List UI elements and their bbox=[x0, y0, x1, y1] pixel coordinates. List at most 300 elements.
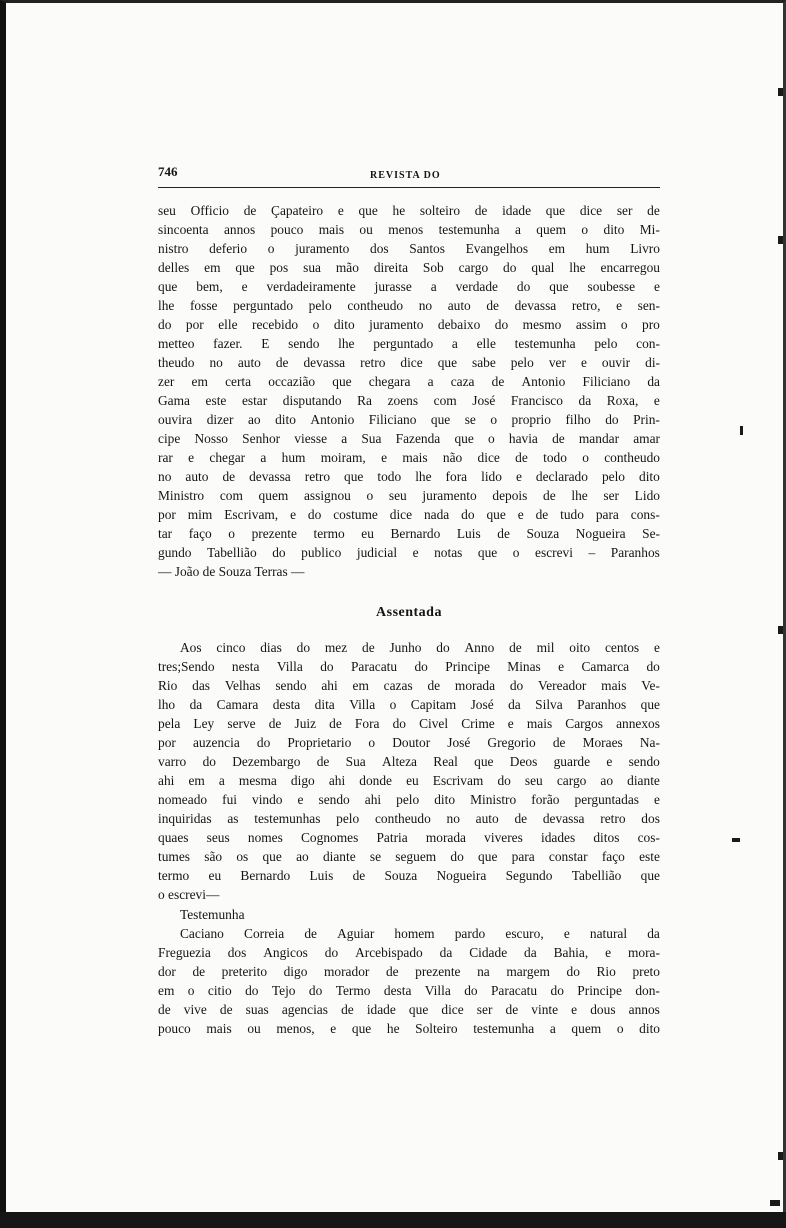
text-line bbox=[158, 239, 660, 258]
word: que bbox=[262, 849, 282, 864]
scan-edge bbox=[0, 1212, 786, 1228]
word: mez bbox=[324, 640, 348, 655]
word: contheudo bbox=[374, 811, 431, 826]
text-line bbox=[158, 277, 660, 296]
word: auto bbox=[237, 355, 261, 370]
word: mão bbox=[335, 260, 359, 275]
word: caza bbox=[450, 374, 475, 389]
word: dito bbox=[639, 1021, 660, 1036]
word: de bbox=[486, 298, 499, 313]
word: do bbox=[272, 545, 286, 560]
word: o bbox=[512, 545, 520, 560]
word: Freguezia bbox=[158, 945, 211, 960]
word: Cargos bbox=[565, 716, 603, 731]
word: pouco bbox=[158, 1021, 191, 1036]
word: auto bbox=[185, 469, 209, 484]
word: e bbox=[337, 203, 344, 218]
word: bem, bbox=[196, 279, 223, 294]
word: perguntado bbox=[233, 298, 294, 313]
word: de bbox=[329, 716, 342, 731]
word: Ve- bbox=[641, 678, 660, 693]
word: hum bbox=[585, 241, 610, 256]
word: da bbox=[439, 945, 453, 960]
word: pelo bbox=[594, 336, 618, 351]
word: a bbox=[218, 773, 225, 788]
word: idade bbox=[366, 1002, 396, 1017]
word: por bbox=[158, 507, 176, 522]
word: do bbox=[308, 983, 323, 998]
word: ahi bbox=[328, 773, 346, 788]
text-line bbox=[158, 410, 660, 429]
word: o bbox=[389, 697, 397, 712]
word: o bbox=[228, 526, 235, 541]
word: ditos bbox=[593, 830, 620, 845]
word: solteiro bbox=[419, 203, 461, 218]
word: pelo bbox=[396, 792, 420, 807]
word: Antonio bbox=[310, 412, 355, 427]
word: Caciano bbox=[180, 926, 224, 941]
word: dito bbox=[639, 469, 660, 484]
word: delles bbox=[158, 260, 190, 275]
word: dice bbox=[400, 355, 423, 370]
word: disputando bbox=[282, 393, 342, 408]
word: Angicos bbox=[263, 945, 308, 960]
word: o bbox=[582, 450, 589, 465]
word: guarde bbox=[553, 754, 591, 769]
text-line bbox=[158, 733, 660, 752]
word: chegara bbox=[368, 374, 411, 389]
word: ser bbox=[476, 1002, 493, 1017]
word: faço bbox=[601, 849, 625, 864]
word: quem bbox=[571, 1021, 602, 1036]
word: de bbox=[362, 640, 375, 655]
word: no bbox=[158, 469, 172, 484]
word: nomeado bbox=[158, 792, 208, 807]
word: cargo bbox=[458, 260, 489, 275]
word: para bbox=[511, 849, 535, 864]
word: qual bbox=[531, 260, 555, 275]
word: estar bbox=[241, 393, 268, 408]
word: mais bbox=[402, 450, 428, 465]
word: a bbox=[514, 222, 521, 237]
word: quaes bbox=[158, 830, 189, 845]
word: Nosso bbox=[194, 431, 228, 446]
word: do bbox=[296, 640, 311, 655]
word: do bbox=[605, 412, 619, 427]
journal-title: REVISTA DO bbox=[370, 170, 441, 181]
text-line bbox=[158, 771, 660, 790]
text-line bbox=[158, 448, 660, 467]
word: Anno bbox=[464, 640, 495, 655]
word: annos bbox=[223, 222, 256, 237]
word: as bbox=[227, 811, 239, 826]
word: e bbox=[290, 507, 297, 522]
word: que bbox=[158, 279, 178, 294]
word: José bbox=[447, 735, 471, 750]
word: metteo bbox=[158, 336, 195, 351]
word: e bbox=[605, 945, 612, 960]
word: José bbox=[472, 393, 496, 408]
word: nomes bbox=[247, 830, 283, 845]
word: do bbox=[320, 659, 334, 674]
word: retro bbox=[600, 811, 626, 826]
word: lho bbox=[158, 697, 176, 712]
word: seguem bbox=[395, 849, 437, 864]
word: retro bbox=[360, 355, 386, 370]
word: Escrivam bbox=[432, 773, 484, 788]
word: este bbox=[639, 849, 660, 864]
word: ao bbox=[600, 773, 614, 788]
word: ver bbox=[548, 355, 566, 370]
word: e bbox=[616, 298, 623, 313]
word: de bbox=[491, 374, 505, 389]
word: ao bbox=[247, 412, 261, 427]
word: em bbox=[191, 374, 208, 389]
word: que bbox=[351, 1021, 372, 1036]
word: quem bbox=[536, 222, 567, 237]
word: Officio bbox=[190, 203, 229, 218]
word: e bbox=[517, 507, 524, 522]
word: Bernardo bbox=[240, 868, 291, 883]
word: que bbox=[640, 868, 660, 883]
word: no bbox=[446, 811, 460, 826]
word: do bbox=[464, 983, 478, 998]
text-line bbox=[158, 943, 660, 962]
word: Real bbox=[433, 754, 458, 769]
word: Arcebispado bbox=[355, 945, 423, 960]
word: Escrivam, bbox=[224, 507, 279, 522]
word: Se- bbox=[642, 526, 660, 541]
word: Sob bbox=[422, 260, 444, 275]
word: do bbox=[256, 735, 271, 750]
word: por bbox=[185, 317, 204, 332]
word: em bbox=[188, 773, 205, 788]
word: e bbox=[653, 640, 660, 655]
word: Ministro bbox=[158, 488, 205, 503]
word: que bbox=[344, 469, 364, 484]
word: o bbox=[490, 412, 498, 427]
word: mora- bbox=[627, 945, 660, 960]
text-line: o escrevi— bbox=[158, 887, 220, 902]
word: ouvir bbox=[601, 355, 631, 370]
word: digo bbox=[283, 964, 308, 979]
word: elle bbox=[218, 317, 238, 332]
word: pelo bbox=[336, 811, 360, 826]
word: de bbox=[509, 640, 522, 655]
word: os bbox=[236, 849, 249, 864]
word: Bahia, bbox=[553, 945, 589, 960]
word: Crime bbox=[461, 716, 495, 731]
word: ahi bbox=[158, 773, 175, 788]
paragraph-testimony bbox=[158, 201, 660, 581]
word: no bbox=[209, 355, 223, 370]
word: e bbox=[507, 716, 514, 731]
text-line bbox=[158, 372, 660, 391]
word: Filiciano bbox=[368, 412, 417, 427]
word: de bbox=[222, 469, 236, 484]
text-line bbox=[158, 847, 660, 866]
word: mais bbox=[318, 222, 345, 237]
word: annos bbox=[628, 1002, 660, 1017]
word: prezente bbox=[251, 526, 297, 541]
word: Correia bbox=[244, 926, 285, 941]
word: Francisco bbox=[510, 393, 563, 408]
word: Villa bbox=[276, 659, 303, 674]
word: fora bbox=[445, 469, 468, 484]
word: Tejo bbox=[271, 983, 296, 998]
word: mais bbox=[526, 716, 553, 731]
word: a bbox=[341, 431, 348, 446]
word: Minas bbox=[507, 659, 541, 674]
word: e bbox=[563, 926, 570, 941]
word: dito bbox=[333, 317, 355, 332]
word: proprio bbox=[511, 412, 551, 427]
word: desta bbox=[383, 983, 412, 998]
word: ou bbox=[247, 1021, 261, 1036]
word: eu bbox=[208, 868, 222, 883]
word: dor bbox=[158, 964, 176, 979]
word: Senhor bbox=[242, 431, 281, 446]
word: dizer bbox=[206, 412, 234, 427]
text-line bbox=[158, 809, 660, 828]
word: vinte bbox=[531, 1002, 559, 1017]
word: se bbox=[369, 849, 382, 864]
word: centos bbox=[604, 640, 640, 655]
word: das bbox=[192, 678, 211, 693]
running-head bbox=[158, 164, 660, 186]
word: Juiz bbox=[294, 716, 317, 731]
word: do bbox=[646, 659, 660, 674]
word: vive bbox=[183, 1002, 207, 1017]
word: juramento bbox=[369, 317, 424, 332]
word: com bbox=[433, 393, 457, 408]
word: mil bbox=[536, 640, 555, 655]
word: Paranhos bbox=[610, 545, 660, 560]
word: – bbox=[588, 545, 596, 560]
word: lhe bbox=[571, 488, 588, 503]
word: mesmo bbox=[522, 317, 562, 332]
word: mais bbox=[206, 1021, 232, 1036]
word: morada bbox=[454, 678, 496, 693]
word: Çapateiro bbox=[271, 203, 324, 218]
word: e bbox=[330, 1021, 337, 1036]
word: o bbox=[187, 983, 195, 998]
word: Livro bbox=[630, 241, 660, 256]
text-line bbox=[158, 1019, 660, 1038]
word: Doutor bbox=[392, 735, 431, 750]
word: natural bbox=[589, 926, 628, 941]
word: do bbox=[158, 317, 172, 332]
margin-mark bbox=[778, 626, 783, 634]
word: e bbox=[515, 469, 522, 484]
word: Bernardo bbox=[390, 526, 441, 541]
word: contheudo bbox=[604, 450, 660, 465]
word: da bbox=[578, 393, 592, 408]
word: Nogueira bbox=[575, 526, 626, 541]
word: E bbox=[261, 336, 270, 351]
word: de bbox=[304, 926, 317, 941]
word: juramento bbox=[295, 241, 350, 256]
word: Rio bbox=[596, 964, 616, 979]
word: costume bbox=[333, 507, 378, 522]
word: Principe bbox=[577, 983, 622, 998]
word: pardo bbox=[454, 926, 486, 941]
word: Nogueira bbox=[436, 868, 487, 883]
word: tar bbox=[158, 526, 173, 541]
word: Ministro bbox=[470, 792, 517, 807]
word: Tabellião bbox=[207, 545, 257, 560]
word: Cognomes bbox=[301, 830, 359, 845]
text-line bbox=[158, 752, 660, 771]
text-line bbox=[158, 391, 660, 410]
word: sua bbox=[303, 260, 321, 275]
word: ou bbox=[359, 222, 373, 237]
word: pos bbox=[269, 260, 289, 275]
word: mim bbox=[187, 507, 213, 522]
word: se bbox=[464, 412, 476, 427]
word: de bbox=[219, 1002, 233, 1017]
text-line bbox=[158, 486, 660, 505]
word: occazião bbox=[268, 374, 316, 389]
word: hum bbox=[281, 450, 306, 465]
text-line bbox=[158, 790, 660, 809]
word: Ley bbox=[193, 716, 215, 731]
word: contheudo bbox=[347, 298, 404, 313]
word: ao bbox=[296, 849, 309, 864]
word: Mi- bbox=[639, 222, 660, 237]
word: recebido bbox=[252, 317, 299, 332]
word: don- bbox=[635, 983, 660, 998]
word: de bbox=[474, 203, 488, 218]
word: do bbox=[202, 754, 216, 769]
word: Fazenda bbox=[395, 431, 441, 446]
word: que bbox=[437, 355, 458, 370]
word: perguntadas bbox=[574, 792, 639, 807]
word: na bbox=[477, 964, 490, 979]
text-line bbox=[158, 543, 660, 562]
word: de bbox=[515, 450, 528, 465]
text-line bbox=[158, 695, 660, 714]
word: moiram, bbox=[320, 450, 366, 465]
word: que bbox=[454, 431, 474, 446]
word: idade bbox=[502, 203, 532, 218]
text-line bbox=[158, 467, 660, 486]
word: prezente bbox=[415, 964, 461, 979]
word: varro bbox=[158, 754, 187, 769]
word: e bbox=[653, 393, 660, 408]
word: Santos bbox=[409, 241, 445, 256]
word: em bbox=[352, 678, 369, 693]
section-heading: Assentada bbox=[376, 605, 442, 620]
word: que bbox=[486, 507, 506, 522]
word: Velhas bbox=[224, 678, 261, 693]
word: devassa bbox=[542, 811, 585, 826]
word: cinco bbox=[216, 640, 246, 655]
word: do bbox=[450, 849, 464, 864]
word: e bbox=[571, 1002, 578, 1017]
word: devassa bbox=[249, 469, 291, 484]
text-line bbox=[158, 429, 660, 448]
word: e bbox=[297, 792, 304, 807]
word: o bbox=[581, 222, 589, 237]
word: mais bbox=[601, 678, 627, 693]
word: declarado bbox=[535, 469, 588, 484]
word: diante bbox=[322, 849, 356, 864]
word: de bbox=[341, 1002, 354, 1017]
word: testemunha bbox=[438, 222, 500, 237]
word: do bbox=[436, 640, 450, 655]
text-line bbox=[158, 353, 660, 372]
word: Patria bbox=[376, 830, 408, 845]
word: encarregou bbox=[600, 260, 660, 275]
word: Aos bbox=[180, 640, 202, 655]
word: mesma bbox=[238, 773, 277, 788]
word: Roxa, bbox=[606, 393, 639, 408]
word: quem bbox=[258, 488, 289, 503]
word: do bbox=[497, 773, 511, 788]
word: Prin- bbox=[633, 412, 660, 427]
word: lhe bbox=[415, 469, 432, 484]
text-line: — João de Souza Terras — bbox=[158, 564, 305, 579]
word: eu bbox=[406, 773, 419, 788]
word: dito bbox=[603, 222, 625, 237]
word: Aguiar bbox=[337, 926, 375, 941]
word: pelo bbox=[308, 298, 332, 313]
word: nistro bbox=[158, 241, 189, 256]
word: Ra bbox=[357, 393, 372, 408]
word: morador bbox=[323, 964, 370, 979]
word: dito bbox=[434, 792, 456, 807]
word: do bbox=[324, 945, 339, 960]
word: do bbox=[307, 507, 322, 522]
word: Silva bbox=[535, 697, 563, 712]
word: annexos bbox=[616, 716, 660, 731]
word: Filiciano bbox=[582, 374, 631, 389]
word: de bbox=[192, 964, 206, 979]
word: tudo bbox=[560, 507, 584, 522]
word: Dezembargo bbox=[232, 754, 301, 769]
margin-mark bbox=[778, 236, 783, 244]
text-line bbox=[158, 220, 660, 239]
word: do bbox=[566, 964, 580, 979]
word: de bbox=[275, 355, 289, 370]
word: do bbox=[509, 678, 524, 693]
word: e bbox=[188, 450, 195, 465]
word: de bbox=[535, 507, 549, 522]
word: com bbox=[219, 488, 243, 503]
word: perguntado bbox=[373, 336, 434, 351]
word: do bbox=[245, 983, 259, 998]
word: auto bbox=[475, 811, 499, 826]
word: sendo bbox=[628, 754, 660, 769]
word: em bbox=[204, 260, 221, 275]
margin-mark bbox=[778, 1152, 783, 1160]
text-line bbox=[158, 676, 660, 695]
word: faço bbox=[188, 526, 212, 541]
word: a bbox=[260, 450, 267, 465]
word: Evangelhos bbox=[465, 241, 529, 256]
text-line bbox=[158, 828, 660, 847]
word: Solteiro bbox=[415, 1021, 458, 1036]
word: margem bbox=[506, 964, 550, 979]
word: José bbox=[470, 697, 494, 712]
word: menos bbox=[388, 222, 424, 237]
word: em bbox=[548, 241, 566, 256]
text-line bbox=[158, 924, 660, 943]
word: sabe bbox=[472, 355, 496, 370]
word: publico bbox=[301, 545, 342, 560]
word: idades bbox=[540, 830, 576, 845]
